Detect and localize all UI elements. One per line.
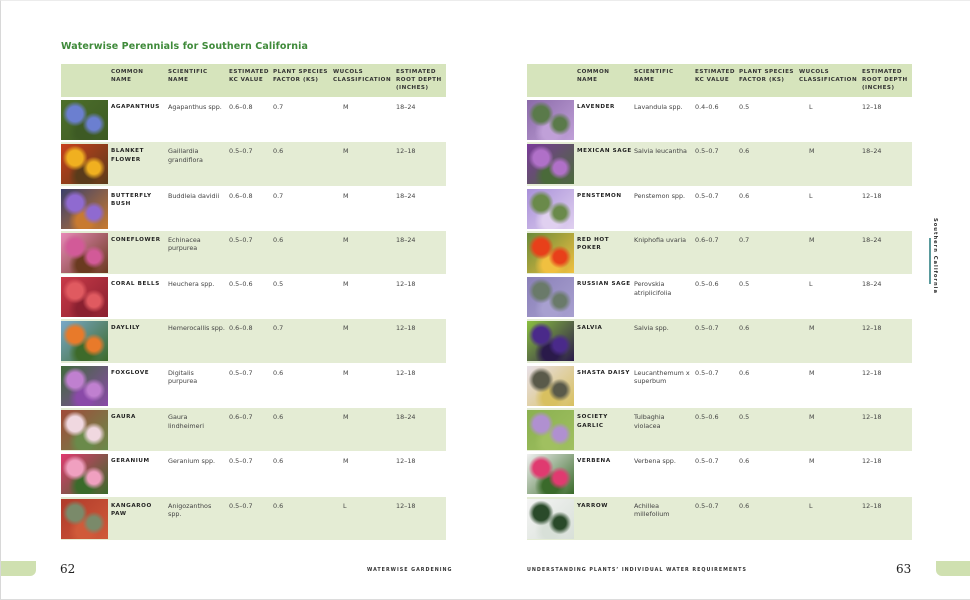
scientific-name: Verbena spp. xyxy=(634,457,676,466)
table-row xyxy=(61,363,446,407)
ks-factor: 0.6 xyxy=(273,235,284,244)
ks-factor: 0.5 xyxy=(739,280,750,289)
table-row xyxy=(527,274,912,318)
kc-value: 0.5–0.6 xyxy=(695,413,719,422)
scientific-name: Agapanthus spp. xyxy=(168,103,222,111)
plant-photo-cell xyxy=(527,364,574,407)
plant-photo xyxy=(527,189,574,229)
ks-factor: 0.7 xyxy=(273,324,284,333)
plant-photo xyxy=(61,277,108,317)
plant-table-right xyxy=(527,64,912,540)
common-name: PENSTEMON xyxy=(577,192,622,199)
table-row xyxy=(61,230,446,274)
common-name: SHASTA DAISY xyxy=(577,369,631,376)
plant-photo xyxy=(527,321,574,361)
common-name: BLANKET FLOWER xyxy=(111,148,145,163)
kc-value: 0.6–0.7 xyxy=(695,235,719,244)
table-row xyxy=(527,141,912,185)
wucols-class: M xyxy=(809,413,815,422)
wucols-class: M xyxy=(343,191,349,200)
scientific-name: Salvia spp. xyxy=(634,324,669,333)
common-name: LAVENDER xyxy=(577,104,615,110)
table-row xyxy=(527,451,912,495)
root-depth: 12–18 xyxy=(862,324,882,333)
ks-factor: 0.5 xyxy=(739,103,750,111)
wucols-class: M xyxy=(343,324,349,333)
wucols-class: L xyxy=(343,501,347,510)
plant-photo xyxy=(61,410,108,450)
root-depth: 18–24 xyxy=(862,235,882,244)
plant-photo-cell xyxy=(61,408,108,451)
plant-photo-cell xyxy=(61,452,108,495)
plant-photo xyxy=(61,454,108,494)
plant-photo-cell xyxy=(527,98,574,141)
header-ks-factor: PLANT SPECIES FACTOR (KS) xyxy=(273,69,328,83)
plant-photo xyxy=(527,277,574,317)
kc-value: 0.5–0.6 xyxy=(695,280,719,289)
scientific-name: Achillea millefolium xyxy=(634,501,670,519)
root-depth: 12–18 xyxy=(396,457,416,466)
plant-photo-cell xyxy=(61,275,108,318)
ks-factor: 0.6 xyxy=(273,413,284,422)
kc-value: 0.5–0.7 xyxy=(695,368,719,377)
plant-photo-cell xyxy=(61,319,108,362)
plant-photo-cell xyxy=(527,187,574,230)
kc-value: 0.4–0.6 xyxy=(695,103,719,111)
table-row xyxy=(527,363,912,407)
table-row xyxy=(61,407,446,451)
scientific-name: Geranium spp. xyxy=(168,457,216,466)
plant-photo xyxy=(61,366,108,406)
plant-photo-cell xyxy=(527,142,574,185)
scientific-name: Perovskia atriplicifolia xyxy=(634,280,672,297)
root-depth: 18–24 xyxy=(862,280,882,289)
common-name: AGAPANTHUS xyxy=(111,104,160,110)
plant-photo-cell xyxy=(61,497,108,540)
header-common-name: COMMON NAME xyxy=(577,69,610,83)
wucols-class: M xyxy=(809,368,815,377)
root-depth: 12–18 xyxy=(862,501,882,510)
plant-photo xyxy=(527,233,574,273)
header-kc-value: ESTIMATED KC VALUE xyxy=(229,69,269,83)
plant-photo-cell xyxy=(61,364,108,407)
plant-photo xyxy=(61,499,108,539)
common-name: KANGAROO PAW xyxy=(111,502,152,518)
root-depth: 18–24 xyxy=(396,191,416,200)
plant-photo xyxy=(61,233,108,273)
wucols-class: M xyxy=(809,235,815,244)
header-scientific-name: SCIENTIFIC NAME xyxy=(634,69,674,83)
wucols-class: M xyxy=(809,324,815,333)
table-row xyxy=(61,451,446,495)
wucols-class: M xyxy=(343,457,349,466)
plant-photo xyxy=(527,144,574,184)
wucols-class: L xyxy=(809,280,813,289)
kc-value: 0.5–0.7 xyxy=(229,235,253,244)
root-depth: 12–18 xyxy=(396,368,416,377)
wucols-class: L xyxy=(809,103,813,111)
common-name: GAURA xyxy=(111,414,136,421)
root-depth: 12–18 xyxy=(862,103,882,111)
section-side-tab xyxy=(927,218,941,308)
scientific-name: Hemerocallis spp. xyxy=(168,324,225,333)
plant-photo-cell xyxy=(527,497,574,540)
common-name: FOXGLOVE xyxy=(111,369,150,376)
kc-value: 0.5–0.7 xyxy=(695,324,719,333)
ks-factor: 0.5 xyxy=(739,413,750,422)
ks-factor: 0.6 xyxy=(273,501,284,510)
wucols-class: M xyxy=(343,413,349,422)
table-row xyxy=(61,141,446,185)
scientific-name: Tulbaghia violacea xyxy=(634,413,665,430)
root-depth: 18–24 xyxy=(396,413,416,422)
wucols-class: M xyxy=(809,457,815,466)
kc-value: 0.5–0.7 xyxy=(695,457,719,466)
ks-factor: 0.6 xyxy=(739,457,750,466)
wucols-class: M xyxy=(343,147,349,156)
ks-factor: 0.6 xyxy=(739,501,750,510)
kc-value: 0.5–0.7 xyxy=(229,457,253,466)
wucols-class: M xyxy=(343,235,349,244)
table-row xyxy=(61,496,446,540)
kc-value: 0.5–0.6 xyxy=(229,280,253,289)
plant-photo xyxy=(61,321,108,361)
common-name: YARROW xyxy=(577,502,608,509)
root-depth: 12–18 xyxy=(396,324,416,333)
plant-photo xyxy=(527,499,574,539)
table-header xyxy=(527,64,912,97)
table-header xyxy=(61,64,446,97)
wucols-class: M xyxy=(343,103,349,111)
scientific-name: Gaillardia grandiflora xyxy=(168,147,203,164)
wucols-class: M xyxy=(343,280,349,289)
page-number-left: 62 xyxy=(60,562,76,576)
plant-photo-cell xyxy=(527,452,574,495)
side-tab-bar xyxy=(929,238,931,284)
header-ks-factor: PLANT SPECIES FACTOR (KS) xyxy=(739,69,794,83)
header-image-col xyxy=(527,64,574,97)
running-head-left: WATERWISE GARDENING xyxy=(367,568,453,573)
root-depth: 12–18 xyxy=(862,457,882,466)
side-tab-label: Southern California xyxy=(932,218,938,294)
table-row xyxy=(527,186,912,230)
kc-value: 0.5–0.7 xyxy=(229,501,253,510)
ks-factor: 0.6 xyxy=(739,324,750,333)
plant-photo xyxy=(527,100,574,140)
plant-photo-cell xyxy=(527,408,574,451)
root-depth: 12–18 xyxy=(396,280,416,289)
scientific-name: Anigozanthos spp. xyxy=(168,501,212,519)
plant-photo xyxy=(527,454,574,494)
header-wucols: WUCOLS CLASSIFICATION xyxy=(333,69,392,83)
table-row xyxy=(527,496,912,540)
scientific-name: Gaura lindheimeri xyxy=(168,413,204,430)
ks-factor: 0.7 xyxy=(739,235,750,244)
page-number-right: 63 xyxy=(896,562,912,576)
common-name: DAYLILY xyxy=(111,325,141,332)
root-depth: 18–24 xyxy=(396,103,416,111)
common-name: CORAL BELLS xyxy=(111,281,160,288)
plant-photo xyxy=(61,100,108,140)
root-depth: 12–18 xyxy=(862,368,882,377)
kc-value: 0.6–0.7 xyxy=(229,413,253,422)
table-row xyxy=(61,274,446,318)
plant-photo-cell xyxy=(527,231,574,274)
header-wucols: WUCOLS CLASSIFICATION xyxy=(799,69,858,83)
scientific-name: Lavandula spp. xyxy=(634,103,683,111)
plant-photo-cell xyxy=(527,275,574,318)
plant-photo-cell xyxy=(61,98,108,141)
header-root-depth: ESTIMATED ROOT DEPTH (INCHES) xyxy=(862,69,908,91)
common-name: RED HOT POKER xyxy=(577,236,610,252)
kc-value: 0.5–0.7 xyxy=(229,147,253,156)
wucols-class: M xyxy=(809,147,815,156)
common-name: MEXICAN SAGE xyxy=(577,148,632,155)
root-depth: 12–18 xyxy=(396,501,416,510)
table-row xyxy=(61,186,446,230)
ks-factor: 0.6 xyxy=(273,457,284,466)
kc-value: 0.5–0.7 xyxy=(695,501,719,510)
plant-photo-cell xyxy=(61,142,108,185)
plant-photo xyxy=(61,189,108,229)
scientific-name: Echinacea purpurea xyxy=(168,235,201,253)
wucols-class: L xyxy=(809,191,813,200)
wucols-class: L xyxy=(809,501,813,510)
plant-table-left xyxy=(61,64,446,540)
header-root-depth: ESTIMATED ROOT DEPTH (INCHES) xyxy=(396,69,442,91)
ks-factor: 0.6 xyxy=(273,147,284,156)
plant-photo xyxy=(527,366,574,406)
ks-factor: 0.7 xyxy=(273,103,284,111)
kc-value: 0.6–0.8 xyxy=(229,103,253,111)
plant-photo-cell xyxy=(61,231,108,274)
scientific-name: Heuchera spp. xyxy=(168,280,215,289)
root-depth: 18–24 xyxy=(396,235,416,244)
table-row xyxy=(61,97,446,141)
running-head-right: UNDERSTANDING PLANTS’ INDIVIDUAL WATER REQUIREMENTS xyxy=(527,568,747,573)
ks-factor: 0.6 xyxy=(739,191,750,200)
scientific-name: Salvia leucantha xyxy=(634,147,687,156)
wucols-class: M xyxy=(343,368,349,377)
root-depth: 18–24 xyxy=(862,147,882,156)
header-common-name: COMMON NAME xyxy=(111,69,144,83)
table-row xyxy=(61,318,446,362)
ks-factor: 0.6 xyxy=(739,368,750,377)
plant-photo-cell xyxy=(61,187,108,230)
plant-photo-cell xyxy=(527,319,574,362)
common-name: RUSSIAN SAGE xyxy=(577,281,631,288)
thumb-tab-left xyxy=(1,561,36,576)
ks-factor: 0.6 xyxy=(739,147,750,156)
ks-factor: 0.7 xyxy=(273,191,284,200)
thumb-tab-right xyxy=(936,561,970,576)
common-name: VERBENA xyxy=(577,458,611,465)
scientific-name: Buddleia davidii xyxy=(168,191,220,200)
kc-value: 0.5–0.7 xyxy=(229,368,253,377)
kc-value: 0.6–0.8 xyxy=(229,324,253,333)
header-image-col xyxy=(61,64,108,97)
common-name: SALVIA xyxy=(577,325,603,332)
root-depth: 12–18 xyxy=(862,413,882,422)
kc-value: 0.5–0.7 xyxy=(695,147,719,156)
table-row xyxy=(527,97,912,141)
page-title: Waterwise Perennials for Southern California xyxy=(61,41,308,52)
root-depth: 12–18 xyxy=(862,191,882,200)
scientific-name: Penstemon spp. xyxy=(634,191,686,200)
table-row xyxy=(527,318,912,362)
kc-value: 0.5–0.7 xyxy=(695,191,719,200)
scientific-name: Leucanthemum x superbum xyxy=(634,368,690,386)
common-name: GERANIUM xyxy=(111,458,150,465)
kc-value: 0.6–0.8 xyxy=(229,191,253,200)
header-scientific-name: SCIENTIFIC NAME xyxy=(168,69,208,83)
common-name: CONEFLOWER xyxy=(111,236,161,243)
ks-factor: 0.5 xyxy=(273,280,284,289)
table-row xyxy=(527,230,912,274)
plant-photo xyxy=(61,144,108,184)
common-name: SOCIETY GARLIC xyxy=(577,414,608,429)
table-row xyxy=(527,407,912,451)
scientific-name: Kniphofia uvaria xyxy=(634,235,687,244)
scientific-name: Digitalis purpurea xyxy=(168,368,198,386)
ks-factor: 0.6 xyxy=(273,368,284,377)
plant-photo xyxy=(527,410,574,450)
common-name: BUTTERFLY BUSH xyxy=(111,192,152,208)
header-kc-value: ESTIMATED KC VALUE xyxy=(695,69,735,83)
root-depth: 12–18 xyxy=(396,147,416,156)
